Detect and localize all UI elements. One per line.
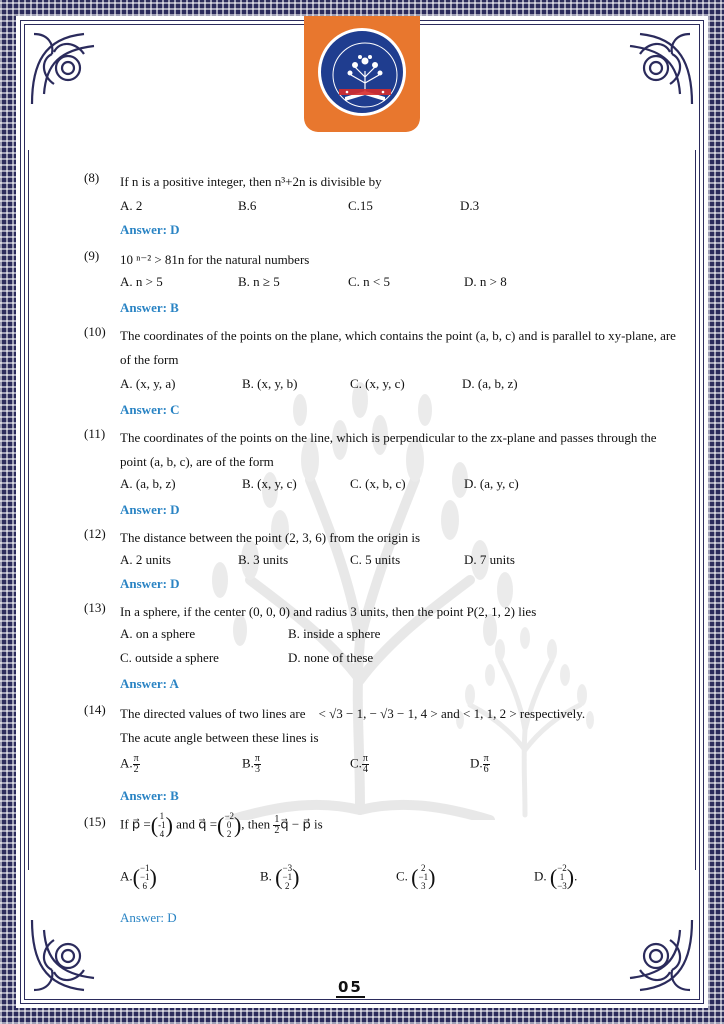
text-and: and [176,816,195,832]
option-b: B. inside a sphere [288,626,381,641]
option-suffix: . [574,868,578,884]
question-text [120,702,680,726]
question-number: (14) [84,702,106,717]
option-c: C. 5 units [350,552,401,567]
option-vector [557,864,567,891]
option-d: D. (a, b, z) [462,376,518,391]
question-number: (9) [84,248,100,263]
vector-q-label: q⃗ = [198,816,218,832]
option-c: C. (x, y, c) [350,376,405,391]
frame-border-right [708,0,724,1024]
option-fraction [362,754,369,775]
question-text: If p⃗ =( 1 -1 4 ) and q⃗ =( −2 0 2 ), then $\frac{1}{2}$ q⃗ − p⃗ is [120,811,323,839]
expr-text: q⃗ − p⃗ is [280,816,323,832]
option-a: A. n > 5 [120,274,163,289]
option-a: A. 2 [120,198,143,213]
option-a: A. on a sphere [120,626,196,641]
vector-component: 0 [226,820,232,830]
option-vector [283,864,293,891]
option-c [350,754,369,775]
option-d [470,754,490,775]
question-number: (11) [84,426,106,441]
vector-component: −1 [282,872,293,882]
answer-label: Answer: D [120,222,180,237]
option-label: C. [396,868,408,884]
text-then: , then [241,816,271,832]
vector-component: −1 [418,872,429,882]
option-a: A. (x, y, a) [120,376,176,391]
ornament-corner-icon [24,24,114,114]
answer-label: Answer: D [120,502,180,517]
option-b [242,754,261,775]
frame-border-top [0,0,724,16]
option-fraction [483,754,490,775]
question-number: (15) [84,814,106,829]
option-label: C. [350,755,362,771]
vector-p-label: p⃗ = [131,816,151,832]
question-text: The distance between the point (2, 3, 6) from the origin is [120,530,421,545]
option-d: D. ( −2 1 −3 ). [534,863,578,891]
question-number: (13) [84,600,106,615]
option-b: B. (x, y, b) [242,376,298,391]
question-number: (8) [84,170,100,185]
answer-label: Answer: D [120,910,177,925]
vector-component: 6 [142,881,147,891]
fraction-numerator: π [133,753,139,764]
option-label: D. [470,755,483,771]
option-b: B. n ≥ 5 [238,274,280,289]
option-label: A. [120,868,133,884]
answer-label: Answer: B [120,300,179,315]
ornament-corner-icon [24,910,114,1000]
option-label: A. [120,755,133,771]
logo-tab [304,16,420,132]
vector-component: 2 [226,829,232,839]
fraction-denominator: 6 [483,764,489,775]
vector-component: 1 [559,872,565,882]
option-label: D. [534,868,547,884]
question-text-line-2: The acute angle between these lines is [120,730,319,745]
option-b: B.6 [238,198,257,213]
vector-component: 2 [285,881,290,891]
question-text: In a sphere, if the center (0, 0, 0) and radius 3 units, then the point P(2, 1, 2) lies [120,604,537,619]
fraction-denominator: 2 [274,825,280,836]
vector-component: 2 [421,863,426,873]
vector-p [158,812,166,839]
side-rule-left [28,150,29,870]
option-a [120,754,140,775]
option-d: D. 7 units [464,552,515,567]
vector-component: -1 [158,820,166,830]
page-number-text: 05 [338,978,363,996]
vector-component: 3 [421,881,426,891]
fraction-numerator: 1 [274,814,280,825]
option-c: C. ( 2 −1 3 ) [396,863,436,891]
vector-component: −1 [139,863,150,873]
fraction-numerator: π [483,753,489,764]
answer-label: Answer: D [120,576,180,591]
vector-q [224,812,234,839]
fraction-numerator: π [254,753,260,764]
page-number [336,978,365,998]
ornament-corner-icon [610,910,700,1000]
question-text-part-2: < √3 − 1, − √3 − 1, 4 > and < 1, 1, 2 > respectively. [318,706,586,721]
option-a: A. 2 units [120,552,171,567]
option-vector [140,864,150,891]
answer-label: Answer: A [120,676,179,691]
question-number: (10) [84,324,106,339]
question-number: (12) [84,526,106,541]
option-d: D.3 [460,198,480,213]
option-fraction [254,754,261,775]
answer-label: Answer: C [120,402,180,417]
fraction-denominator: 2 [133,764,139,775]
fraction-numerator: π [362,753,368,764]
vector-component: −1 [139,872,150,882]
vector-component: 1 [159,811,165,821]
frame-border-bottom [0,1008,724,1024]
fraction-denominator: 4 [362,764,368,775]
question-text: If n is a positive integer, then n³+2n is divisible by [120,174,382,189]
option-c: C. n < 5 [348,274,391,289]
option-b: B. 3 units [238,552,289,567]
option-vector [419,864,429,891]
vector-component: −2 [224,811,234,821]
side-rule-right [695,150,696,870]
frame-border-left [0,0,16,1024]
question-text-part-1: The directed values of two lines are [120,706,306,721]
option-label: B. [242,755,254,771]
option-a: A.( −1 −1 6 ) [120,863,157,891]
option-d: D. none of these [288,650,374,665]
vector-component: −3 [282,863,293,873]
option-c: C.15 [348,198,373,213]
option-a: A. (a, b, z) [120,476,176,491]
question-text: 10 ⁿ⁻² > 81n for the natural numbers [120,252,310,267]
option-c: C. outside a sphere [120,650,219,665]
vector-component: −2 [557,863,567,873]
fraction-denominator: 3 [254,764,260,775]
option-c: C. (x, b, c) [350,476,406,491]
vector-component: 4 [159,829,165,839]
vector-component: −3 [557,881,567,891]
text-if: If [120,816,129,832]
option-label: B. [260,868,272,884]
ornament-corner-icon [610,24,700,114]
option-b: B. ( −3 −1 2 ) [260,863,300,891]
option-d: D. (a, y, c) [464,476,519,491]
question-text: The coordinates of the points on the line, which is perpendicular to the zx-plane and passes through the point (a, b, c), are of the form [120,430,657,469]
school-logo-icon [318,28,406,116]
option-d: D. n > 8 [464,274,507,289]
question-text: The coordinates of the points on the plane, which contains the point (a, b, c) and is parallel to xy-plane, are of the form [120,328,676,367]
answer-label: Answer: B [120,788,179,803]
option-b: B. (x, y, c) [242,476,297,491]
option-fraction [133,754,140,775]
